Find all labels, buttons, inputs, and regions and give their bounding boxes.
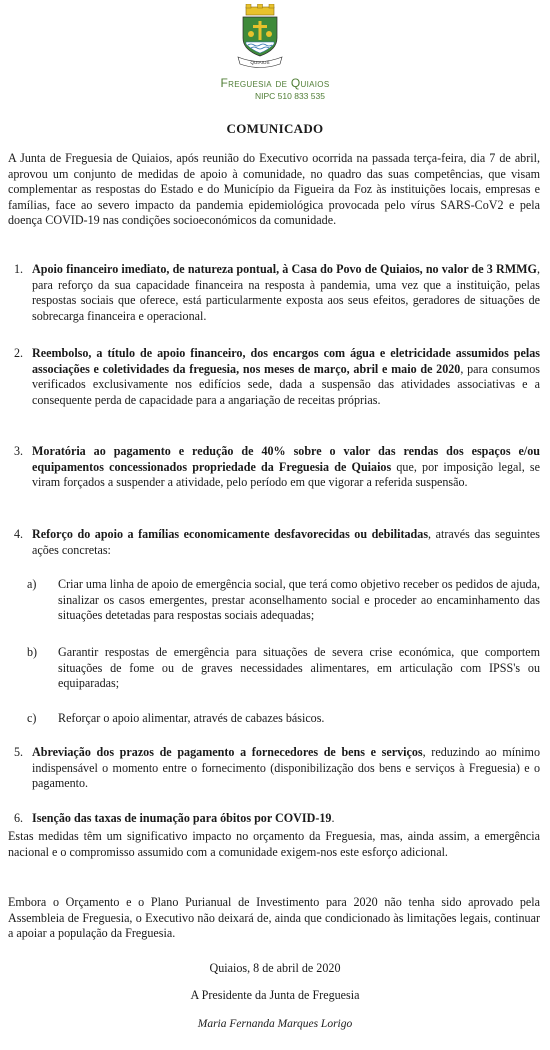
measure-text: , reduzindo ao mínimo indispensável o momento entre o fornecimento (disponibilização dos bens e serviços à Freguesia) e o pagamento. — [32, 745, 541, 791]
measure-item — [32, 811, 540, 827]
measure-number: 4. — [14, 527, 24, 541]
parish-crest-icon — [237, 4, 283, 68]
measure-item — [32, 444, 540, 491]
measure-text: , através das seguintes ações concretas: — [32, 527, 541, 557]
measure-heading: Reforço do apoio a famílias economicamente desfavorecidas ou debilitadas — [32, 527, 429, 541]
measure-text: . — [331, 811, 335, 825]
crest-ribbon-text: QUIAIOS — [250, 60, 270, 65]
measure-heading: Moratória ao pagamento e redução de 40% sobre o valor das rendas dos espaços e/ou equipamentos concessionados propriedade da Freguesia de Quiaios — [32, 444, 540, 474]
sub-action-text: Garantir respostas de emergência para situações de severa crise económica, que comportem situações de fome ou de graves necessidades alimentares, em articulação com IPSS's ou equiparadas; — [58, 645, 540, 691]
measure-heading: Abreviação dos prazos de pagamento a fornecedores de bens e serviços — [32, 745, 423, 759]
sub-action-text: Criar uma linha de apoio de emergência social, que terá como objetivo receber os pedidos de ajuda, sinalizar os casos emergentes, prestar aconselhamento social e proceder ao encaminhamento das situações detetadas para respostas sociais adequadas; — [58, 577, 540, 623]
signatory-name: Maria Fernanda Marques Lorigo — [197, 1018, 353, 1030]
measure-number: 6. — [14, 811, 24, 825]
organization-nipc: NIPC 510 833 535 — [255, 91, 325, 101]
measure-number: 5. — [14, 745, 24, 759]
place-date: Quiaios, 8 de abril de 2020 — [209, 961, 341, 975]
sub-action-letter: a) — [27, 577, 37, 591]
measure-number: 1. — [14, 262, 24, 276]
measure-item — [32, 527, 540, 558]
measure-heading: Reembolso, a título de apoio financeiro, dos encargos com água e eletricidade assumidos pelas associações e coletividades da freguesia, nos meses de março, abril e maio de 2020 — [32, 346, 540, 376]
measure-text: que, por imposição legal, se viram forçados a suspender a atividade, pelo período em que vigorar a referida suspensão. — [32, 459, 540, 490]
organization-name: Freguesia de Quiaios — [220, 76, 330, 90]
measure-heading: Isenção das taxas de inumação para óbitos por COVID-19 — [32, 811, 332, 825]
measure-item — [32, 346, 540, 408]
measure-text: , para reforço da sua capacidade financeira na resposta à pandemia, uma vez que a instituição, pelas respostas sociais que oferece, está particularmente exposta aos seus efeitos, geradores de situações de sobrecarga financeira e operacional. — [32, 262, 540, 323]
measure-number: 3. — [14, 444, 24, 458]
letterhead — [0, 0, 550, 110]
closing-paragraph: Embora o Orçamento e o Plano Purianual de Investimento para 2020 não tenha sido aprovado pela Assembleia de Freguesia, o Executivo não deixará de, ainda que condicionado às limitações legais, continuar a apoiar a população da Freguesia. — [8, 895, 540, 941]
sub-action-text: Reforçar o apoio alimentar, através de cabazes básicos. — [58, 711, 325, 725]
document-title: COMUNICADO — [226, 121, 324, 136]
measure-text: , para consumos verificados exclusivamente nos edifícios sede, dada a suspensão das atividades associativas e a consequente perda de capacidade para a angariação de receitas próprias. — [32, 361, 540, 407]
measure-heading: Apoio financeiro imediato, de natureza pontual, à Casa do Povo de Quiaios, no valor de 3 RMMG — [32, 262, 537, 276]
sub-action-letter: c) — [27, 711, 37, 725]
closing-paragraph: Estas medidas têm um significativo impacto no orçamento da Freguesia, mas, ainda assim, a emergência nacional e o compromisso assumido com a comunidade exigem-nos este esforço adicional. — [8, 829, 540, 859]
sub-action-letter: b) — [27, 645, 38, 659]
measure-item — [32, 262, 540, 324]
signatory-role: A Presidente da Junta de Freguesia — [190, 988, 360, 1002]
intro-paragraph: A Junta de Freguesia de Quiaios, após reunião do Executivo ocorrida na passada terça-feira, dia 7 de abril, aprovou um conjunto de medidas de apoio à comunidade, no quadro das suas competências, que visam complementar as respostas do Estado e do Município da Figueira da Foz às instituições locais, empresas e famílias, face ao severo impacto da pandemia epidemiológica provocada pelo vírus SARS-CoV2 e pela doença COVID-19 nas condições socioeconómicos da comunidade. — [8, 151, 540, 228]
measure-number: 2. — [14, 346, 24, 360]
measure-item — [32, 745, 540, 792]
